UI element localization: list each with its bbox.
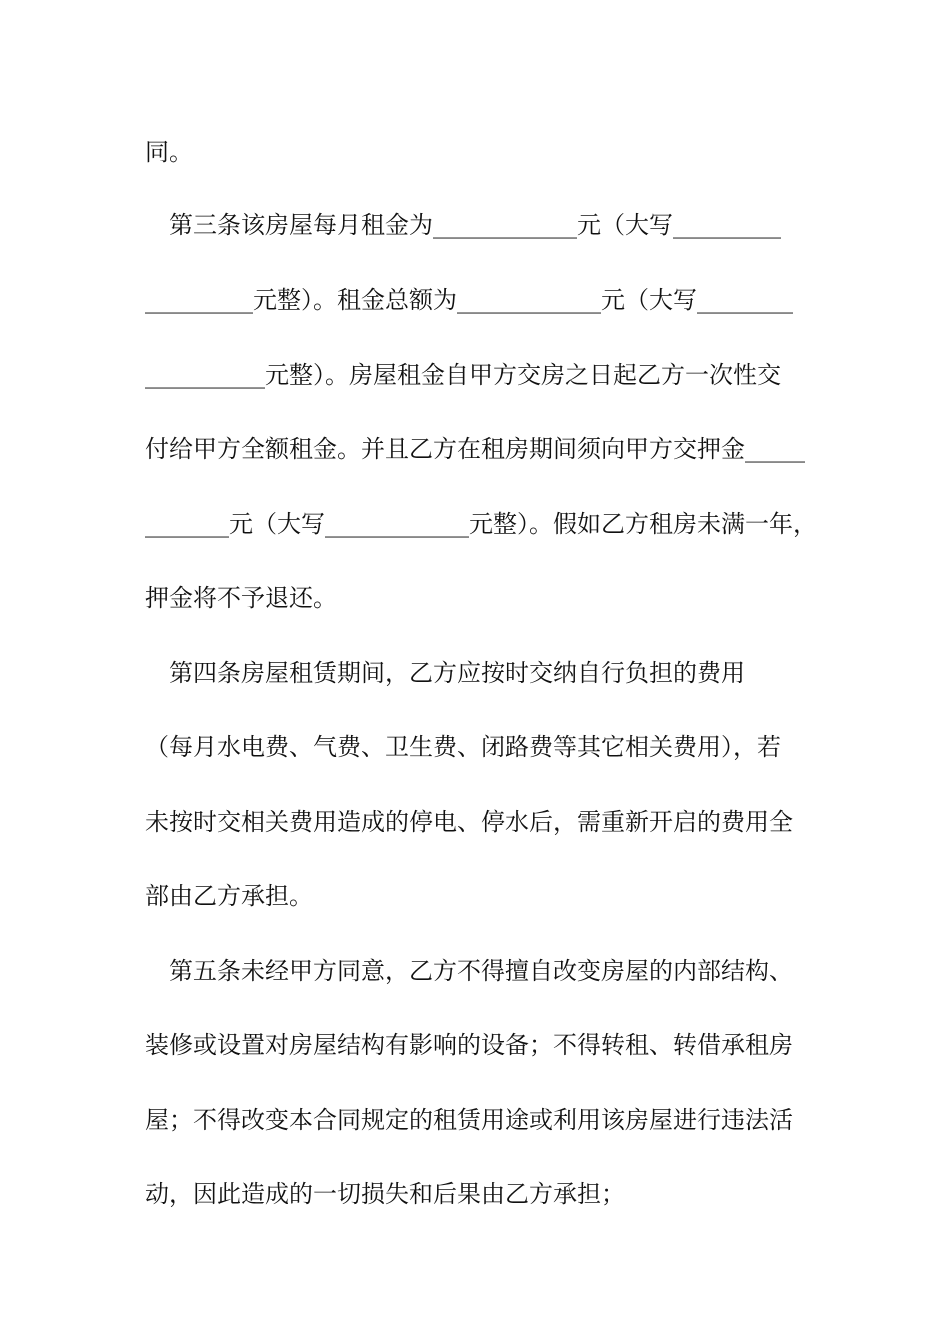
text-line: （每月水电费、气费、卫生费、闭路费等其它相关费用），若 [145,733,781,761]
text-line: 未按时交相关费用造成的停电、停水后，需重新开启的费用全 [145,808,793,836]
text-line: __________元整）。房屋租金自甲方交房之日起乙方一次性交 [145,361,781,389]
text-line: 同。 [145,138,193,166]
text-line: 押金将不予退还。 [145,584,337,612]
text-line: _________元整）。租金总额为____________元（大写________ [145,286,793,314]
text-line: 部由乙方承担。 [145,882,313,910]
text-line: 屋；不得改变本合同规定的租赁用途或利用该房屋进行违法活 [145,1106,793,1134]
text-line: 第五条未经甲方同意，乙方不得擅自改变房屋的内部结构、 [145,957,793,985]
text-line: 第三条该房屋每月租金为____________元（大写_________ [145,211,781,239]
text-line: 付给甲方全额租金。并且乙方在租房期间须向甲方交押金_____ [145,435,805,463]
text-line: 装修或设置对房屋结构有影响的设备；不得转租、转借承租房 [145,1031,793,1059]
text-line: _______元（大写____________元整）。假如乙方租房未满一年， [145,510,817,538]
text-line: 动，因此造成的一切损失和后果由乙方承担； [145,1180,625,1208]
text-line: 第四条房屋租赁期间，乙方应按时交纳自行负担的费用 [145,659,745,687]
